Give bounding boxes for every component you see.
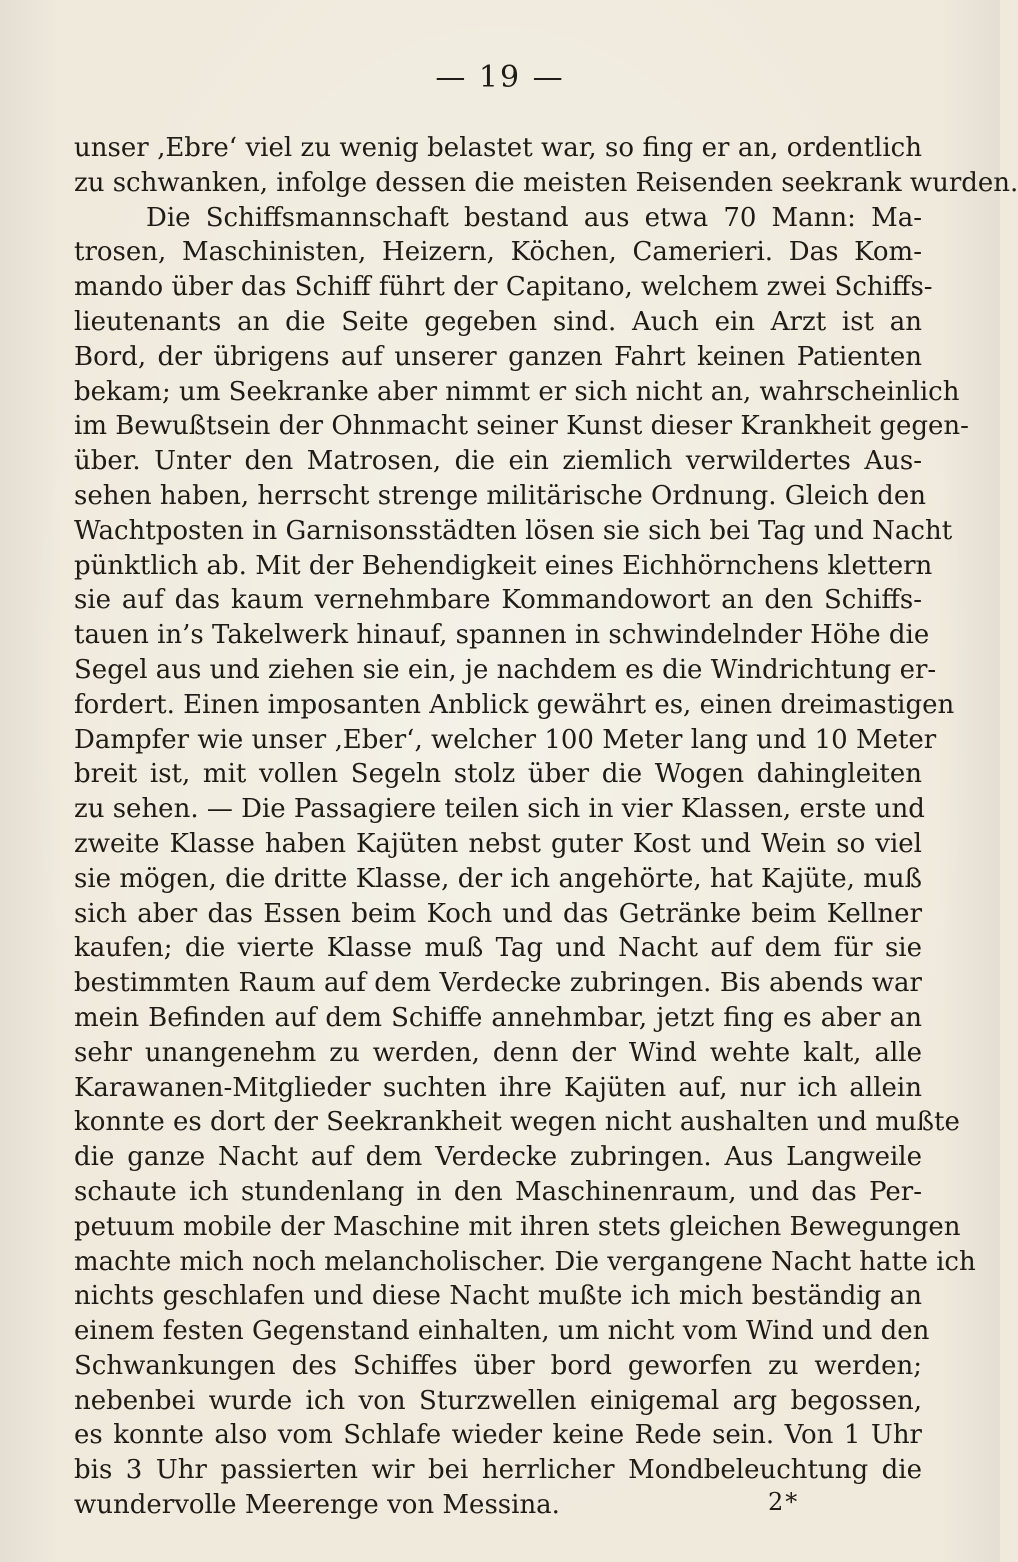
- text-line-4: trosen, Maschinisten, Heizern, Köchen, Camerieri. Das Kom-: [74, 237, 922, 268]
- text-line-25: bestimmten Raum auf dem Verdecke zubringen. Bis abends war: [74, 968, 922, 999]
- text-line-24: kaufen; die vierte Klasse muß Tag und Nacht auf dem für sie: [74, 933, 922, 964]
- body-text: [74, 131, 1018, 1523]
- text-line-20: zu sehen. — Die Passagiere teilen sich in vier Klassen, erste und: [74, 794, 925, 825]
- text-line-8: bekam; um Seekranke aber nimmt er sich nicht an, wahrscheinlich: [74, 376, 960, 407]
- text-line-5: mando über das Schiff führt der Capitano, welchem zwei Schiffs-: [74, 272, 933, 303]
- text-line-21: zweite Klasse haben Kajüten nebst guter Kost und Wein so viel: [74, 828, 922, 859]
- text-line-18: Dampfer wie unser ‚Eber‘, welcher 100 Meter lang und 10 Meter: [74, 724, 937, 755]
- text-line-19: breit ist, mit vollen Segeln stolz über die Wogen dahingleiten: [74, 759, 922, 790]
- text-line-10: über. Unter den Matrosen, die ein ziemlich verwildertes Aus-: [74, 446, 922, 477]
- text-line-32: petuum mobile der Maschine mit ihren stets gleichen Bewegungen: [74, 1211, 961, 1242]
- text-line-16: Segel aus und ziehen sie ein, je nachdem es die Windrichtung er-: [74, 654, 937, 685]
- text-line-14: sie auf das kaum vernehmbare Kommandowort an den Schiffs-: [74, 585, 922, 616]
- text-line-9: im Bewußtsein der Ohnmacht seiner Kunst dieser Krankheit gegen-: [74, 411, 969, 442]
- text-line-38: es konnte also vom Schlafe wieder keine Rede sein. Von 1 Uhr: [74, 1420, 922, 1451]
- text-line-12: Wachtposten in Garnisonsstädten lösen sie sich bei Tag und Nacht: [74, 515, 953, 546]
- text-line-34: nichts geschlafen und diese Nacht mußte ich mich beständig an: [74, 1281, 922, 1312]
- text-line-29: konnte es dort der Seekrankheit wegen nicht aushalten und mußte: [74, 1107, 960, 1138]
- text-line-13: pünktlich ab. Mit der Behendigkeit eines Eichhörnchens klettern: [74, 550, 933, 581]
- text-line-3: Die Schiffsmannschaft bestand aus etwa 70 Mann: Ma-: [146, 202, 922, 233]
- text-line-37: nebenbei wurde ich von Sturzwellen einigemal arg begossen,: [74, 1385, 922, 1416]
- text-line-23: sich aber das Essen beim Koch und das Getränke beim Kellner: [74, 898, 922, 929]
- text-line-2: zu schwanken, infolge dessen die meisten Reisenden seekrank wurden.: [74, 167, 1018, 198]
- text-line-1: unser ‚Ebre‘ viel zu wenig belastet war, so fing er an, ordentlich: [74, 133, 922, 163]
- text-line-7: Bord, der übrigens auf unserer ganzen Fahrt keinen Patienten: [74, 341, 922, 372]
- text-line-6: lieutenants an die Seite gegeben sind. Auch ein Arzt ist an: [74, 306, 922, 337]
- text-line-27: sehr unangenehm zu werden, denn der Wind wehte kalt, alle: [74, 1037, 922, 1068]
- text-line-33: machte mich noch melancholischer. Die vergangene Nacht hatte ich: [74, 1246, 976, 1277]
- page-number-header: — 19 —: [435, 60, 565, 95]
- text-line-22: sie mögen, die dritte Klasse, der ich angehörte, hat Kajüte, muß: [74, 863, 922, 894]
- text-line-26: mein Befinden auf dem Schiffe annehmbar, jetzt fing es aber an: [74, 1002, 922, 1033]
- text-line-15: tauen in’s Takelwerk hinauf, spannen in schwindelnder Höhe die: [74, 620, 930, 651]
- text-line-40: wundervolle Meerenge von Messina.: [74, 1490, 560, 1521]
- text-line-28: Karawanen-Mitglieder suchten ihre Kajüten auf, nur ich allein: [74, 1072, 922, 1103]
- text-line-35: einem festen Gegenstand einhalten, um nicht vom Wind und den: [74, 1316, 930, 1347]
- text-line-31: schaute ich stundenlang in den Maschinenraum, und das Per-: [74, 1176, 922, 1207]
- text-line-36: Schwankungen des Schiffes über bord geworfen zu werden;: [74, 1350, 922, 1381]
- text-line-30: die ganze Nacht auf dem Verdecke zubringen. Aus Langweile: [74, 1142, 922, 1173]
- text-line-39: bis 3 Uhr passierten wir bei herrlicher Mondbeleuchtung die: [74, 1455, 922, 1486]
- signature-mark: 2*: [768, 1488, 800, 1516]
- text-line-11: sehen haben, herrscht strenge militärische Ordnung. Gleich den: [74, 480, 926, 511]
- text-line-17: fordert. Einen imposanten Anblick gewährt es, einen dreimastigen: [74, 689, 955, 720]
